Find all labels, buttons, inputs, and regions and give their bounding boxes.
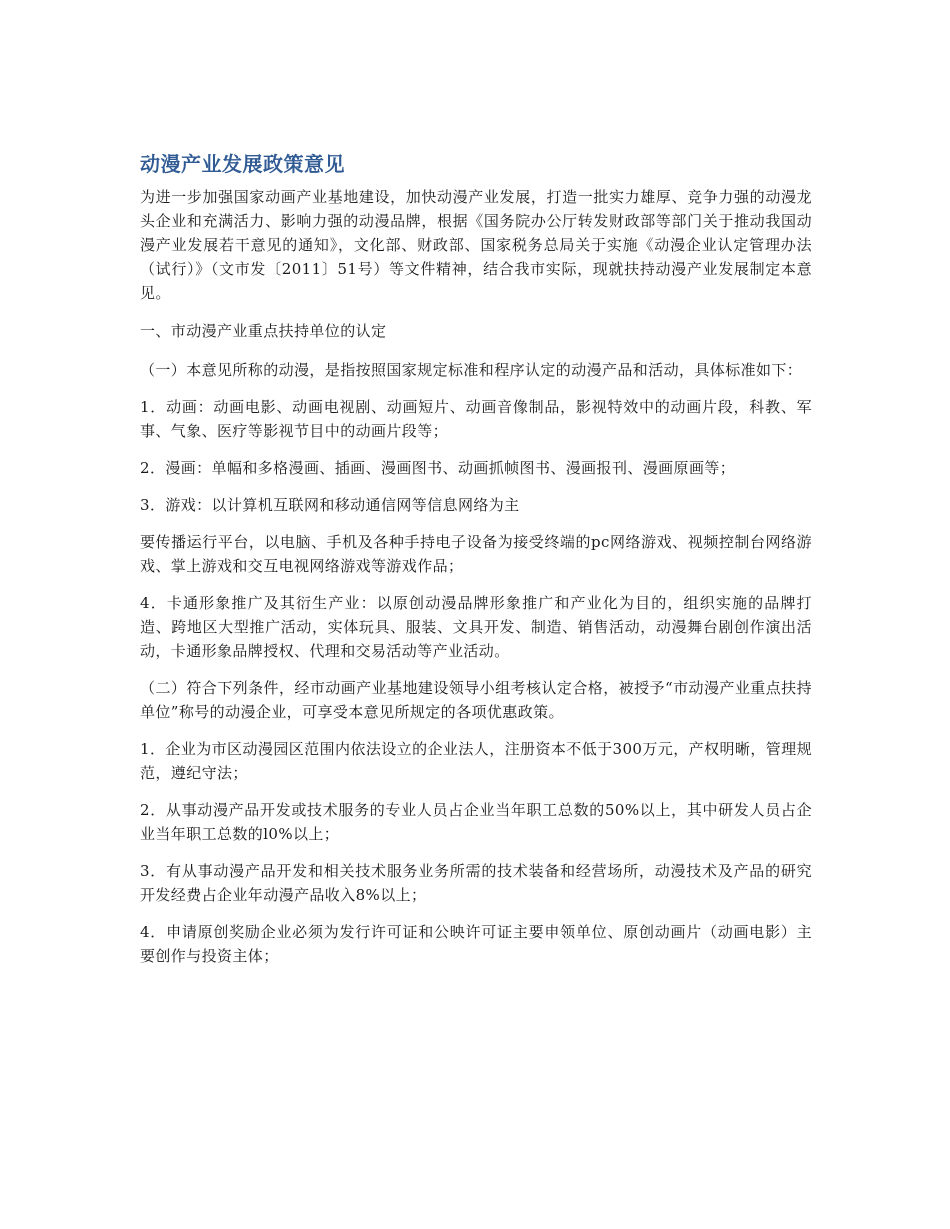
list-item: 2．从事动漫产品开发或技术服务的专业人员占企业当年职工总数的50%以上，其中研发人员占企业当年职工总数的l0%以上； bbox=[140, 801, 812, 843]
list-item: 3．有从事动漫产品开发和相关技术服务业务所需的技术装备和经营场所，动漫技术及产品的研究开发经费占企业年动漫产品收入8%以上； bbox=[140, 862, 812, 904]
document-body bbox=[140, 148, 812, 981]
list-item: 3．游戏：以计算机互联网和移动通信网等信息网络为主 bbox=[140, 496, 520, 514]
list-item: 4．申请原创奖励企业必须为发行许可证和公映许可证主要申领单位、原创动画片（动画电影）主要创作与投资主体； bbox=[140, 923, 812, 965]
document-title: 动漫产业发展政策意见 bbox=[140, 152, 345, 176]
section-heading: 一、市动漫产业重点扶持单位的认定 bbox=[140, 322, 387, 340]
list-item: 4．卡通形象推广及其衍生产业：以原创动漫品牌形象推广和产业化为目的，组织实施的品牌打造、跨地区大型推广活动，实体玩具、服装、文具开发、制造、销售活动，动漫舞台剧创作演出活动，卡通形象品牌授权、代理和交易活动等产业活动。 bbox=[140, 594, 812, 660]
continuation-paragraph: 要传播运行平台，以电脑、手机及各种手持电子设备为接受终端的pc网络游戏、视频控制台网络游戏、掌上游戏和交互电视网络游戏等游戏作品； bbox=[140, 533, 812, 575]
list-item: 1．动画：动画电影、动画电视剧、动画短片、动画音像制品，影视特效中的动画片段，科教、军事、气象、医疗等影视节目中的动画片段等； bbox=[140, 398, 812, 440]
list-item: 1．企业为市区动漫园区范围内依法设立的企业法人，注册资本不低于300万元，产权明晰，管理规范，遵纪守法； bbox=[140, 740, 812, 782]
list-item: 2．漫画：单幅和多格漫画、插画、漫画图书、动画抓帧图书、漫画报刊、漫画原画等； bbox=[140, 459, 736, 477]
subsection-paragraph: （一）本意见所称的动漫，是指按照国家规定标准和程序认定的动漫产品和活动，具体标准如下： bbox=[140, 361, 803, 379]
intro-paragraph: 为进一步加强国家动画产业基地建设，加快动漫产业发展，打造一批实力雄厚、竞争力强的动漫龙头企业和充满活力、影响力强的动漫品牌，根据《国务院办公厅转发财政部等部门关于推动我国动漫产业发展若干意见的通知》，文化部、财政部、国家税务总局关于实施《动漫企业认定管理办法（试行）》（文市发〔2011〕51号）等文件精神，结合我市实际，现就扶持动漫产业发展制定本意见。 bbox=[140, 188, 812, 302]
subsection-paragraph: （二）符合下列条件，经市动画产业基地建设领导小组考核认定合格，被授予“市动漫产业重点扶持单位”称号的动漫企业，可享受本意见所规定的各项优惠政策。 bbox=[140, 679, 812, 721]
